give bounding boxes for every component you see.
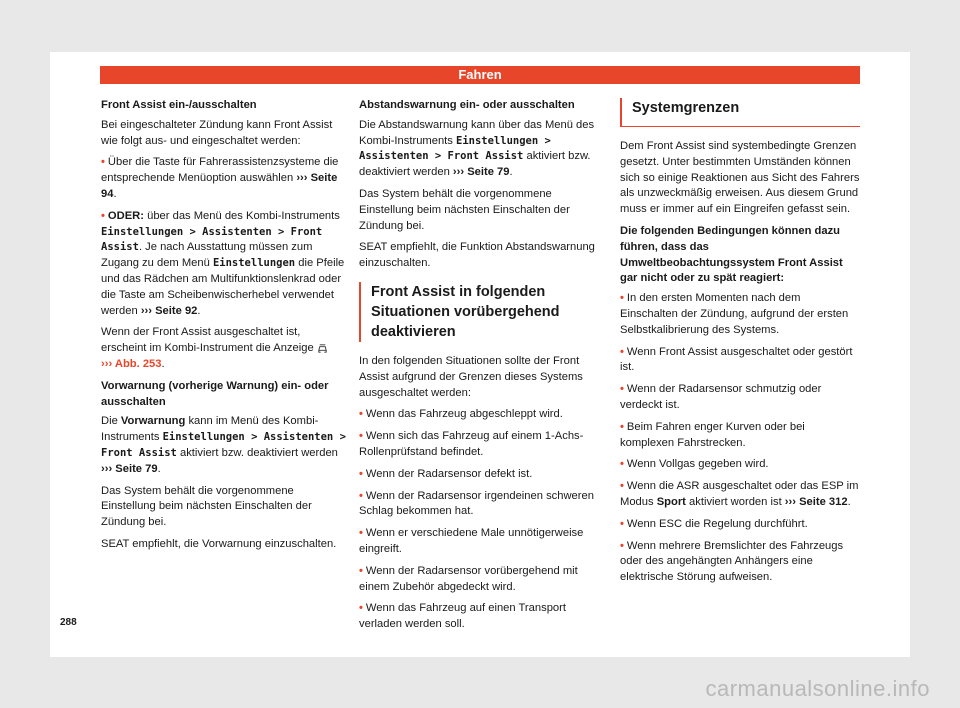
column-3 xyxy=(620,98,860,592)
conditions-heading: Die folgenden Bedingungen können dazu führen, dass das Umweltbeobachtungssystem Front Assist gar nicht oder zu spät reagiert: xyxy=(620,224,843,285)
list-item: • Wenn er verschiedene Male unnötigerweise eingreift. xyxy=(359,527,584,555)
paragraph: SEAT empfiehlt, die Vorwarnung einzuschalten. xyxy=(101,537,337,550)
page-link[interactable]: ››› Seite 79 xyxy=(101,462,158,475)
bullet-icon: • xyxy=(620,539,624,552)
list-item: • Wenn die ASR ausgeschaltet oder das ESP im Modus Sport aktiviert worden ist ››› Seite 312. xyxy=(620,480,859,508)
paragraph: Das System behält die vorgenommene Einstellung beim nächsten Einschalten der Zündung bei. xyxy=(101,484,312,529)
bullet-list xyxy=(359,407,604,633)
paragraph: In den folgenden Situationen sollte der Front Assist aufgrund der Grenzen dieses Systems ausgeschaltet werden: xyxy=(359,354,583,399)
bullet-icon: • xyxy=(620,383,624,396)
paragraph: SEAT empfiehlt, die Funktion Abstandswarnung einzuschalten. xyxy=(359,241,595,270)
bullet-icon: • xyxy=(620,480,624,493)
section-title: Front Assist in folgenden Situationen vorübergehend deaktivieren xyxy=(359,282,604,342)
paragraph: Die Vorwarnung kann im Menü des Kombi-Instruments Einstellungen > Assistenten > Front Assist aktiviert bzw. deaktiviert werden ››› Seite 79. xyxy=(101,415,346,475)
paragraph: Wenn der Front Assist ausgeschaltet ist, erscheint im Kombi-Instrument die Anzeige ››› Abb. 253. xyxy=(101,325,347,372)
list-item: • Wenn das Fahrzeug abgeschleppt wird. xyxy=(359,408,563,421)
bullet-icon: • xyxy=(359,430,363,443)
list-item: • Wenn der Radarsensor irgendeinen schweren Schlag bekommen hat. xyxy=(359,489,594,518)
bullet-icon: • xyxy=(359,602,363,615)
column-2 xyxy=(359,98,604,639)
column-1 xyxy=(101,98,347,559)
bullet-icon: • xyxy=(620,292,624,305)
list-item: • Wenn der Radarsensor schmutzig oder verdeckt ist. xyxy=(620,383,822,411)
list-item: • Wenn der Radarsensor vorübergehend mit einem Zubehör abgedeckt wird. xyxy=(359,564,578,593)
page-link[interactable]: ››› Seite 92 xyxy=(140,304,198,317)
list-item: • Wenn mehrere Bremslichter des Fahrzeugs oder des angehängten Anhängers eine elektrische Störung aufweisen. xyxy=(620,539,844,584)
chapter-header: Fahren xyxy=(100,66,860,84)
heading-prewarning: Vorwarnung (vorherige Warnung) ein- oder ausschalten xyxy=(101,379,329,408)
list-item: • Beim Fahren enger Kurven oder bei komplexen Fahrstrecken. xyxy=(620,420,805,449)
bullet-list xyxy=(620,291,860,473)
page-link[interactable]: ››› Seite 79 xyxy=(452,166,510,179)
heading-front-assist-toggle: Front Assist ein-/ausschalten xyxy=(101,99,257,111)
list-item: • Wenn der Radarsensor defekt ist. xyxy=(359,467,533,480)
bullet-icon: • xyxy=(620,420,624,433)
page-link[interactable]: ››› Seite 94 xyxy=(101,172,338,200)
bullet-icon: • xyxy=(359,467,363,480)
list-item: • In den ersten Momenten nach dem Einschalten der Zündung, aufgrund der ersten Selbstkalibrierung des Systems. xyxy=(620,292,849,336)
paragraph: Dem Front Assist sind systembedingte Grenzen gesetzt. Unter bestimmten Umständen können sich so einige Reaktionen aus Sicht des Fahrers als unzweckmäßig erweisen. Aus diesem Grund muss er immer auf ein Eingreifen gefasst sein. xyxy=(620,140,860,216)
bullet-icon: • xyxy=(620,345,624,358)
list-item: • Wenn Vollgas gegeben wird. xyxy=(620,458,769,471)
paragraph: Die Abstandswarnung kann über das Menü des Kombi-Instruments Einstellungen > Assistenten > Front Assist aktiviert bzw. deaktiviert werden ››› Seite 79. xyxy=(359,118,595,179)
watermark: carmanualsonline.info xyxy=(705,676,930,701)
list-item: • Über die Taste für Fahrerassistenzsysteme die entsprechende Menüoption auswählen ››› Seite 94. xyxy=(101,156,339,200)
bullet-icon: • xyxy=(359,408,363,421)
page-number: 288 xyxy=(60,617,77,628)
heading-distance-warning: Abstandswarnung ein- oder ausschalten xyxy=(359,99,575,111)
list-item: • Wenn Front Assist ausgeschaltet oder gestört ist. xyxy=(620,345,853,374)
list-item: • Wenn ESC die Regelung durchführt. xyxy=(620,517,808,530)
front-assist-warning-icon xyxy=(317,343,328,354)
bullet-icon: • xyxy=(101,209,105,222)
section-title: Systemgrenzen xyxy=(620,98,860,127)
paragraph: Bei eingeschalteter Zündung kann Front Assist wie folgt aus- und eingeschaltet werden: xyxy=(101,118,333,147)
bullet-icon: • xyxy=(101,156,105,169)
bullet-icon: • xyxy=(620,458,624,471)
list-item: • Wenn sich das Fahrzeug auf einem 1-Achs-Rollenprüfstand befindet. xyxy=(359,430,584,458)
paragraph: Das System behält die vorgenommene Einstellung beim nächsten Einschalten der Zündung bei. xyxy=(359,187,570,232)
bullet-icon: • xyxy=(359,527,363,540)
bullet-icon: • xyxy=(359,489,363,502)
bullet-icon: • xyxy=(359,564,363,577)
page-link[interactable]: ››› Seite 312 xyxy=(784,495,848,508)
bullet-icon: • xyxy=(620,517,624,530)
list-item: • Wenn das Fahrzeug auf einen Transport verladen werden soll. xyxy=(359,602,566,631)
figure-link[interactable]: ››› Abb. 253 xyxy=(101,357,162,370)
list-item: • ODER: über das Menü des Kombi-Instruments Einstellungen > Assistenten > Front Assist. Je nach Ausstattung müssen zum Zugang zu dem Menü Einstellungen die Pfeile und das Rädchen am Multifunktionslenkrad oder die Taste am Scheibenwischerhebel verwendet werden ››› Seite 92. xyxy=(101,209,345,317)
